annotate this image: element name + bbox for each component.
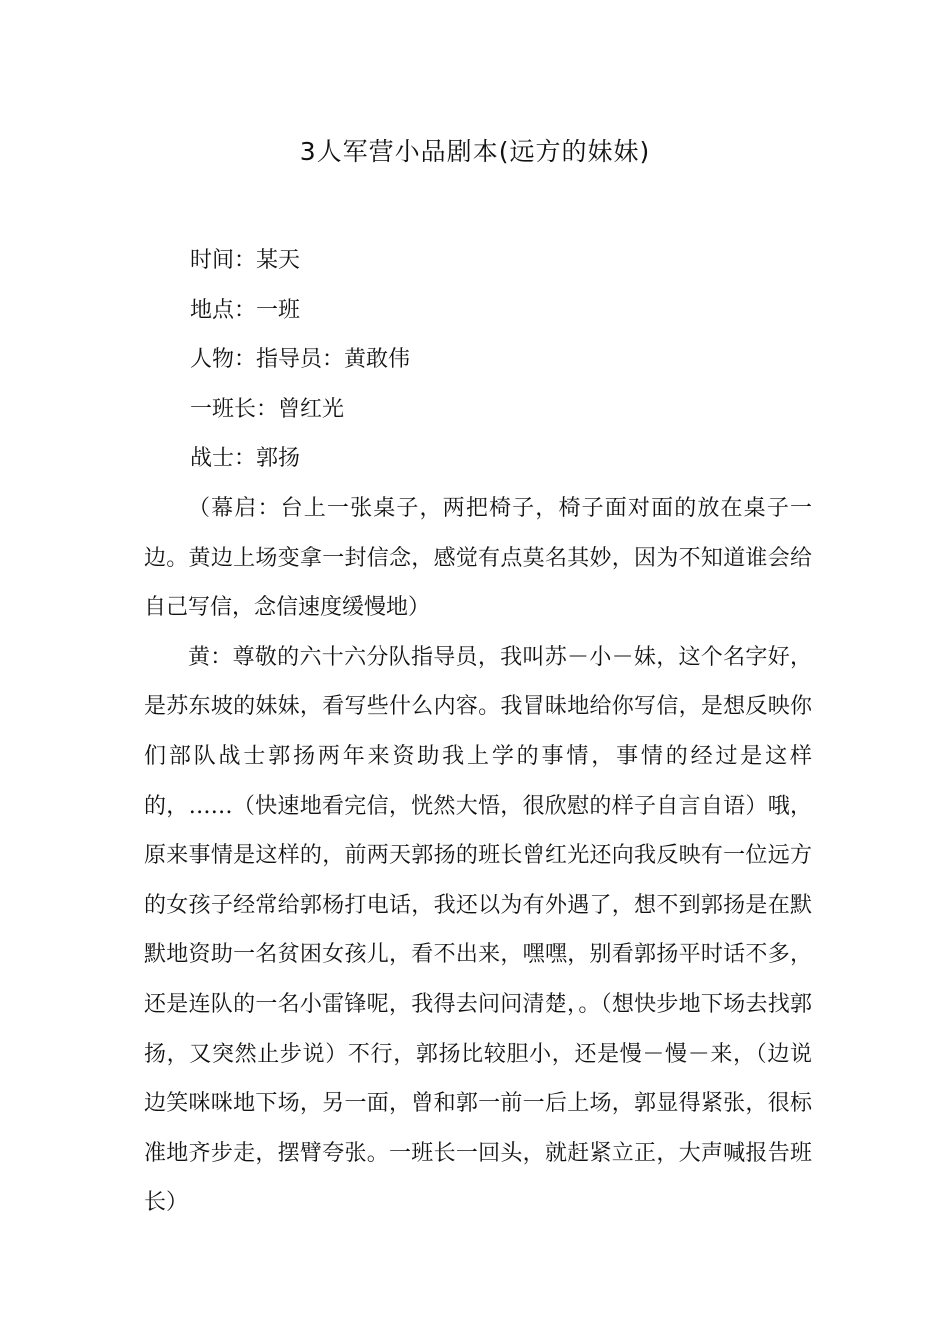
stage-direction-paragraph: （幕启：台上一张桌子，两把椅子，椅子面对面的放在桌子一边。黄边上场变拿一封信念，感觉有点莫名其妙，因为不知道谁会给自己写信，念信速度缓慢地） bbox=[144, 495, 812, 621]
dialogue-paragraph: 黄：尊敬的六十六分队指导员，我叫苏－小－妹，这个名字好，是苏东坡的妹妹，看写些什么内容。我冒昧地给你写信，是想反映你们部队战士郭扬两年来资助我上学的事情，事情的经过是这样的，……（快速地看完信，恍然大悟，很欣慰的样子自言自语）哦，原来事情是这样的，前两天郭扬的班长曾红光还向我反映有一位远方的女孩子经常给郭杨打电话，我还以为有外遇了，想不到郭扬是在默默地资助一名贫困女孩儿，看不出来，嘿嘿，别看郭扬平时话不多，还是连队的一名小雷锋呢，我得去问问清楚，。（想快步地下场去找郭扬，又突然止步说）不行，郭扬比较胆小，还是慢－慢－来，（边说边笑咪咪地下场，另一面，曾和郭一前一后上场，郭显得紧张，很标准地齐步走，摆臂夸张。一班长一回头，就赶紧立正，大声喊报告班长） bbox=[144, 644, 812, 1216]
document-body bbox=[144, 236, 812, 1228]
meta-time: 时间：某天 bbox=[190, 248, 301, 273]
document-title: 3人军营小品剧本(远方的妹妹) bbox=[299, 137, 651, 166]
meta-squad-leader: 一班长：曾红光 bbox=[190, 396, 345, 422]
meta-soldier: 战士：郭扬 bbox=[190, 446, 301, 472]
meta-characters: 人物：指导员：黄敢伟 bbox=[190, 347, 411, 373]
meta-place: 地点：一班 bbox=[190, 297, 301, 323]
